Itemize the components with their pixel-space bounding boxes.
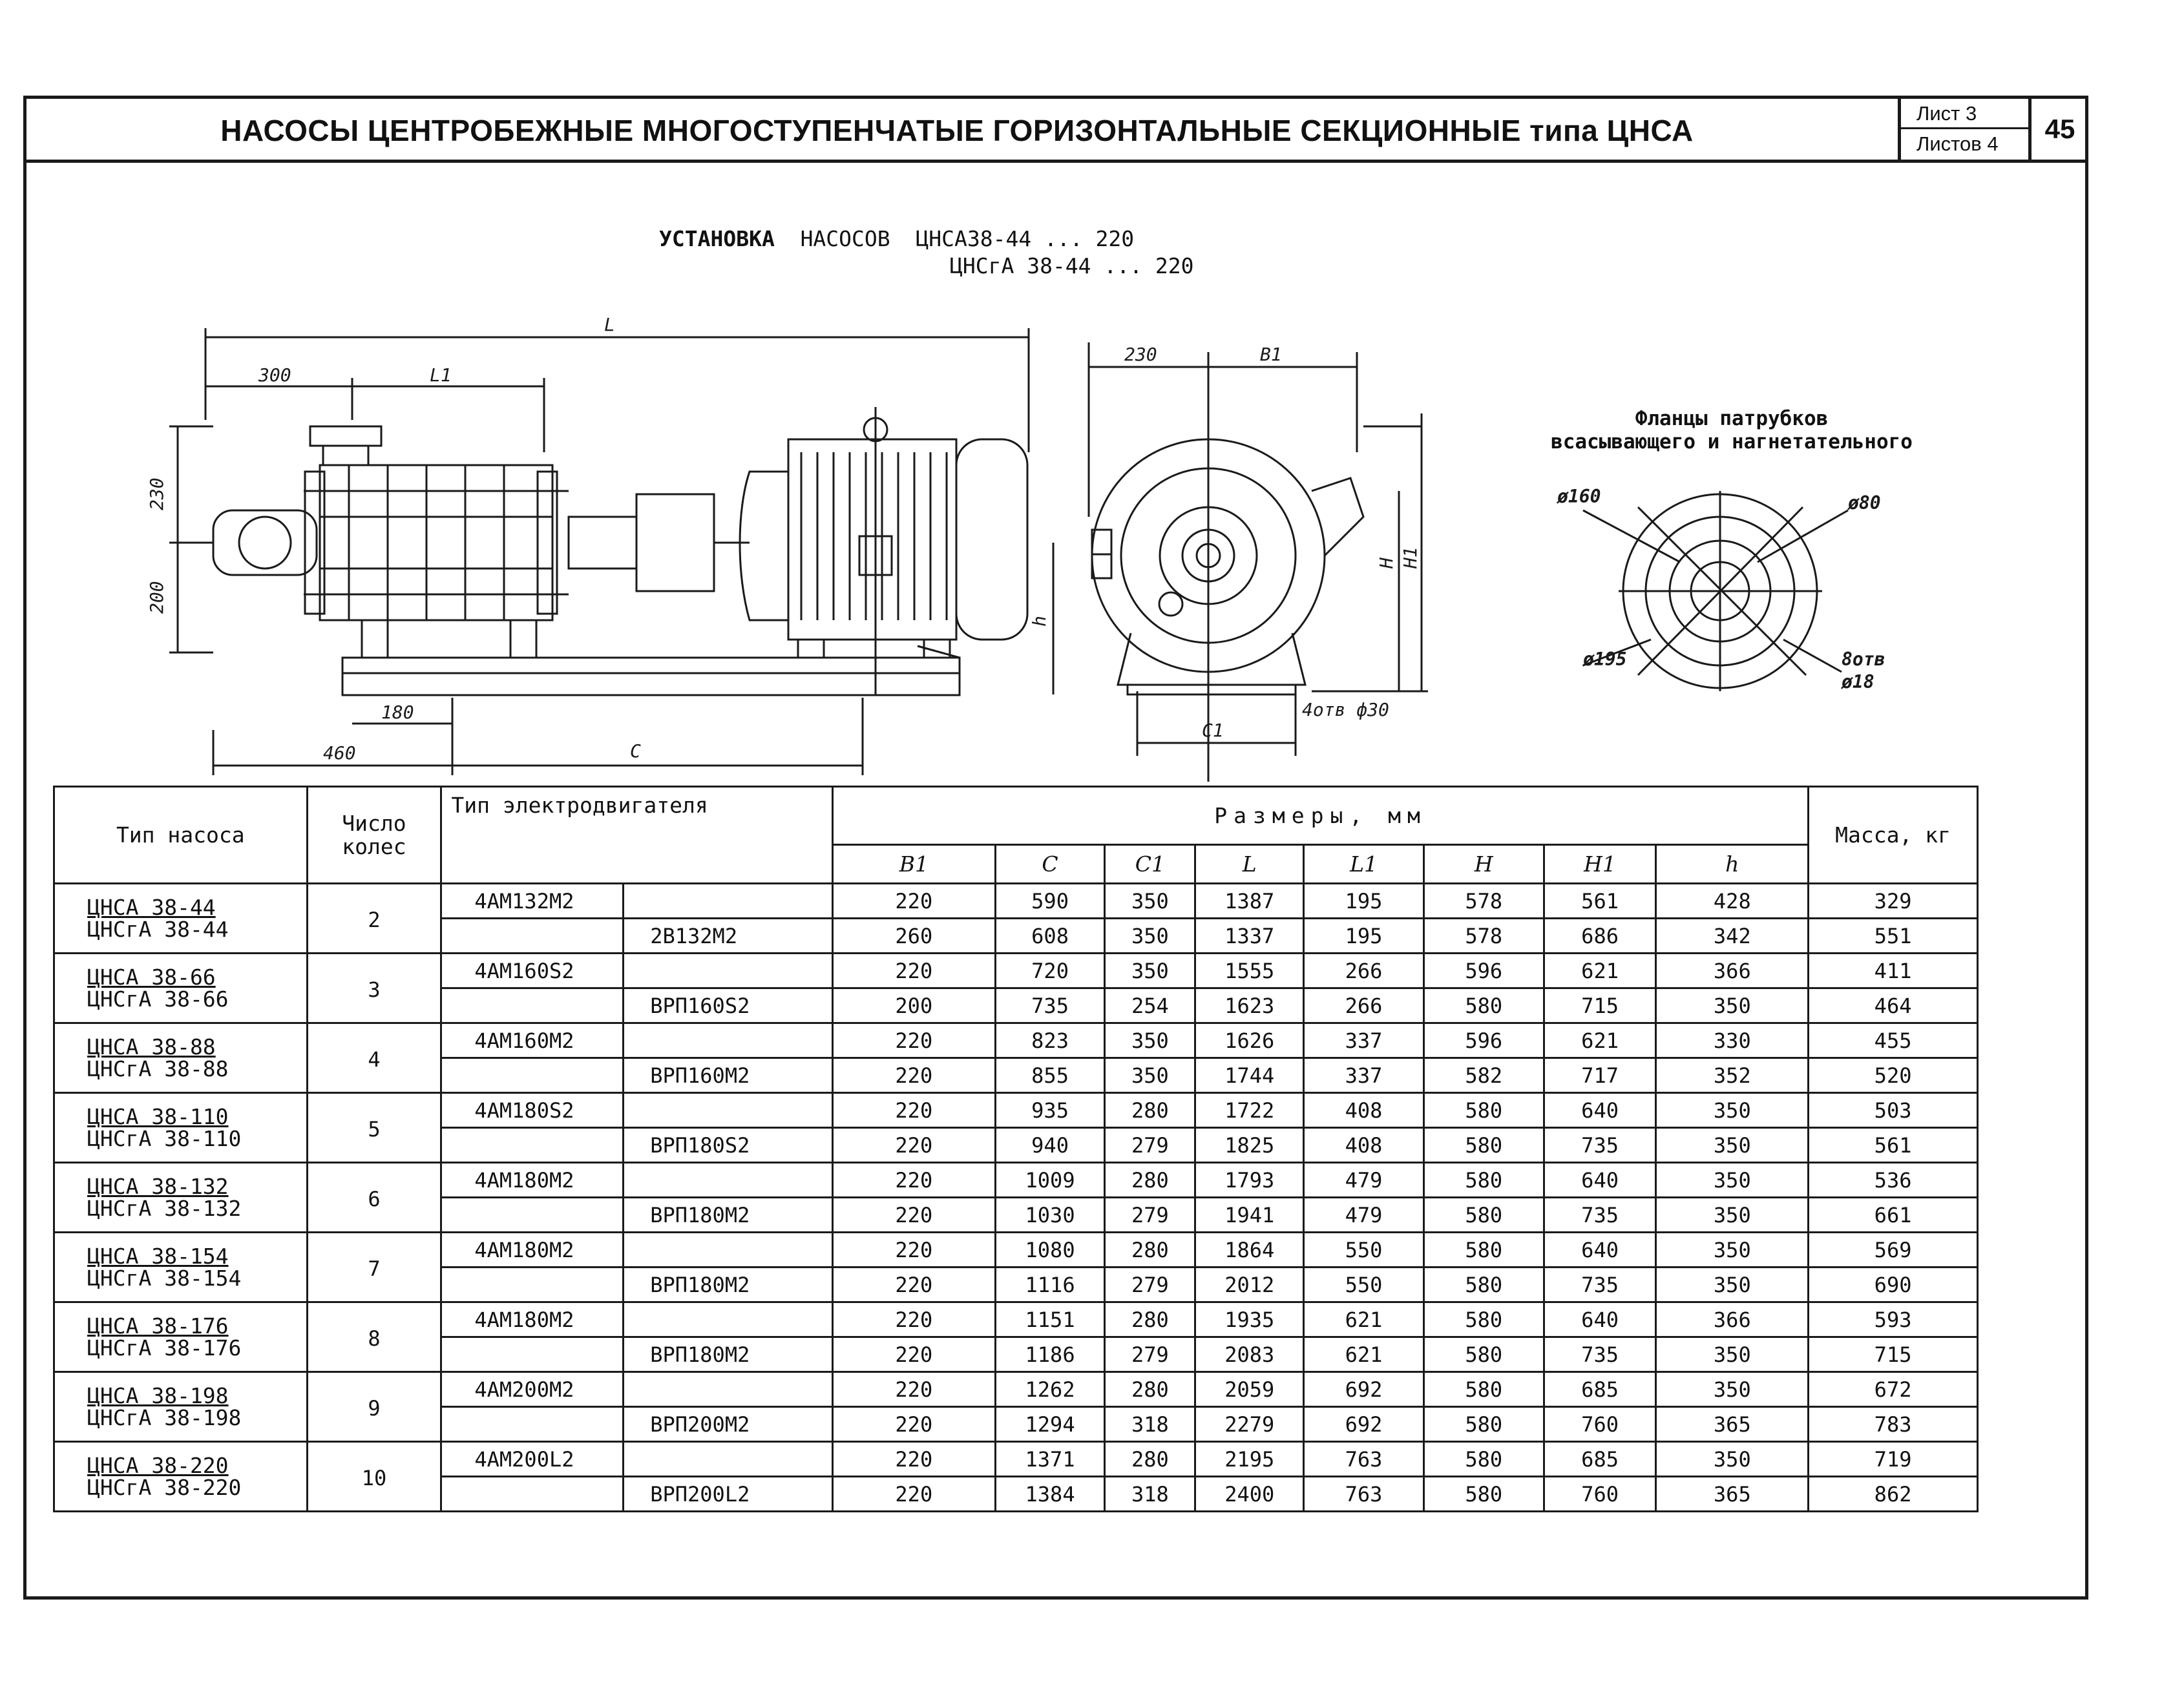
dimension-cell: 366: [1656, 1302, 1809, 1337]
dimension-cell: 337: [1304, 1058, 1424, 1093]
mass-cell: 329: [1809, 884, 1978, 919]
dimension-cell: 280: [1105, 1163, 1195, 1198]
dimension-cell: 735: [1544, 1198, 1656, 1233]
dimension-cell: 580: [1423, 1128, 1544, 1163]
dimension-cell: 1825: [1195, 1128, 1304, 1163]
dimension-cell: 550: [1304, 1233, 1424, 1268]
dimension-cell: 1793: [1195, 1163, 1304, 1198]
table-row: [54, 954, 1978, 988]
motor-cell: 4АМ180S2: [441, 1093, 624, 1128]
pump-type-cell: [54, 1442, 308, 1512]
pump-type-alt: ЦНСгА 38-220: [87, 1474, 242, 1500]
motor-cell: 4АМ132М2: [441, 884, 624, 919]
dimension-cell: 692: [1304, 1372, 1424, 1407]
dimension-cell: 685: [1544, 1442, 1656, 1477]
dimension-cell: 580: [1423, 1372, 1544, 1407]
dimension-cell: 640: [1544, 1302, 1656, 1337]
motor-alt-cell: ВРП180S2: [624, 1128, 833, 1163]
dimension-cell: 220: [832, 1372, 995, 1407]
wheels-cell: 8: [307, 1302, 441, 1372]
dimension-cell: 1941: [1195, 1198, 1304, 1233]
dimension-cell: 220: [832, 1268, 995, 1302]
dimension-cell: 1555: [1195, 954, 1304, 988]
col-L1: L1: [1304, 845, 1424, 884]
dimension-cell: 279: [1105, 1198, 1195, 1233]
motor-alt-cell: [624, 954, 833, 988]
dimension-cell: 590: [995, 884, 1105, 919]
table-row: [54, 1302, 1978, 1337]
dimension-cell: 220: [832, 1337, 995, 1372]
dimension-cell: 1387: [1195, 884, 1304, 919]
dimension-cell: 220: [832, 884, 995, 919]
dimension-cell: 686: [1544, 919, 1656, 954]
dimension-cell: 365: [1656, 1407, 1809, 1442]
mass-cell: 561: [1809, 1128, 1978, 1163]
dimension-cell: 621: [1304, 1302, 1424, 1337]
dimension-cell: 580: [1423, 1407, 1544, 1442]
dimension-cell: 717: [1544, 1058, 1656, 1093]
motor-alt-cell: ВРП180М2: [624, 1268, 833, 1302]
wheels-cell: 7: [307, 1233, 441, 1302]
dimension-cell: 220: [832, 1023, 995, 1058]
drawing-title-label: УСТАНОВКА: [659, 226, 775, 251]
dimension-cell: 1262: [995, 1372, 1105, 1407]
page-number: 45: [2028, 99, 2088, 160]
sheet-title: НАСОСЫ ЦЕНТРОБЕЖНЫЕ МНОГОСТУПЕНЧАТЫЕ ГОРИЗОНТАЛЬНЫЕ СЕКЦИОННЫЕ типа ЦНСА: [220, 114, 1694, 147]
dimension-cell: 2195: [1195, 1442, 1304, 1477]
motor-alt-cell: ВРП180М2: [624, 1337, 833, 1372]
table-row: [54, 1442, 1978, 1477]
dimension-cell: 1116: [995, 1268, 1105, 1302]
header-motor: Тип электродвигателя: [441, 787, 833, 884]
flange-holes-count: 8отв: [1842, 649, 1885, 670]
pump-type-cell: [54, 1163, 308, 1233]
dimension-cell: 350: [1656, 1163, 1809, 1198]
mass-cell: 715: [1809, 1337, 1978, 1372]
dim-180: 180: [381, 702, 414, 723]
dimension-cell: 692: [1304, 1407, 1424, 1442]
dim-h: h: [1029, 616, 1050, 627]
drawing-title-word: НАСОСОВ: [800, 226, 890, 251]
motor-cell: [441, 1268, 624, 1302]
motor-alt-cell: [624, 1023, 833, 1058]
header-wheels: Число колес: [307, 787, 441, 884]
mass-cell: 536: [1809, 1163, 1978, 1198]
motor-cell: [441, 1407, 624, 1442]
dim-460: 460: [323, 742, 356, 764]
mass-cell: 862: [1809, 1477, 1978, 1512]
pump-type-main: ЦНСА 38-176: [87, 1313, 229, 1339]
dimension-cell: 220: [832, 1093, 995, 1128]
dimension-cell: 337: [1304, 1023, 1424, 1058]
dimension-cell: 578: [1423, 884, 1544, 919]
wheels-cell: 4: [307, 1023, 441, 1093]
dimension-cell: 1186: [995, 1337, 1105, 1372]
pump-type-cell: [54, 884, 308, 954]
col-h: h: [1656, 845, 1809, 884]
dimension-cell: 596: [1423, 1023, 1544, 1058]
mass-cell: 551: [1809, 919, 1978, 954]
col-L: L: [1195, 845, 1304, 884]
dimension-cell: 220: [832, 1477, 995, 1512]
dimension-cell: 260: [832, 919, 995, 954]
sheets-total: Листов 4: [1916, 132, 1999, 155]
dim-C1: C1: [1202, 720, 1224, 741]
dimension-cell: 342: [1656, 919, 1809, 954]
dimension-cell: 350: [1105, 884, 1195, 919]
dimension-cell: 220: [832, 1058, 995, 1093]
pump-type-cell: [54, 1302, 308, 1372]
dimension-cell: 580: [1423, 1477, 1544, 1512]
dimension-cell: 280: [1105, 1442, 1195, 1477]
dimension-cell: 350: [1656, 1268, 1809, 1302]
dimension-cell: 280: [1105, 1093, 1195, 1128]
motor-cell: [441, 1128, 624, 1163]
table-row: [54, 1233, 1978, 1268]
mass-cell: 520: [1809, 1058, 1978, 1093]
dimension-cell: 621: [1544, 954, 1656, 988]
dimension-cell: 350: [1105, 1058, 1195, 1093]
motor-cell: 4АМ200М2: [441, 1372, 624, 1407]
dimension-cell: 350: [1105, 954, 1195, 988]
dimension-cell: 596: [1423, 954, 1544, 988]
col-B1: B1: [832, 845, 995, 884]
pump-type-alt: ЦНСгА 38-132: [87, 1195, 242, 1221]
dim-230: 230: [1124, 344, 1157, 365]
dimension-cell: 350: [1656, 1093, 1809, 1128]
motor-alt-cell: 2В132М2: [624, 919, 833, 954]
dimension-cell: 220: [832, 1407, 995, 1442]
dimension-cell: 1371: [995, 1442, 1105, 1477]
dimension-cell: 2059: [1195, 1372, 1304, 1407]
dimension-cell: 823: [995, 1023, 1105, 1058]
flange-caption-line1: Фланцы патрубков: [1635, 407, 1829, 430]
dimension-cell: 580: [1423, 1198, 1544, 1233]
wheels-cell: 9: [307, 1372, 441, 1442]
dimension-cell: 479: [1304, 1163, 1424, 1198]
flange-d195: ø195: [1583, 649, 1627, 670]
motor-alt-cell: ВРП180М2: [624, 1198, 833, 1233]
dimension-cell: 350: [1656, 1442, 1809, 1477]
dimension-cell: 621: [1544, 1023, 1656, 1058]
pump-type-main: ЦНСА 38-110: [87, 1103, 229, 1129]
dimension-cell: 760: [1544, 1407, 1656, 1442]
pump-type-main: ЦНСА 38-88: [87, 1034, 216, 1059]
col-H: H: [1423, 845, 1544, 884]
col-C: C: [995, 845, 1105, 884]
dimension-cell: 266: [1304, 954, 1424, 988]
col-H1: H1: [1544, 845, 1656, 884]
pump-type-alt: ЦНСгА 38-66: [87, 986, 229, 1012]
motor-alt-cell: [624, 1163, 833, 1198]
dimension-cell: 1864: [1195, 1233, 1304, 1268]
pump-type-alt: ЦНСгА 38-176: [87, 1335, 242, 1361]
dimension-cell: 2279: [1195, 1407, 1304, 1442]
motor-cell: 4АМ160М2: [441, 1023, 624, 1058]
motor-cell: 4АМ180М2: [441, 1302, 624, 1337]
dimension-cell: 715: [1544, 988, 1656, 1023]
motor-cell: [441, 919, 624, 954]
dimension-cell: 640: [1544, 1093, 1656, 1128]
pump-type-alt: ЦНСгА 38-110: [87, 1125, 242, 1151]
dim-H1: H1: [1400, 547, 1421, 569]
dimension-cell: 940: [995, 1128, 1105, 1163]
dimension-cell: 350: [1105, 1023, 1195, 1058]
dim-B1: B1: [1260, 344, 1282, 365]
motor-cell: 4АМ160S2: [441, 954, 624, 988]
dimension-cell: 220: [832, 1302, 995, 1337]
dimension-cell: 2400: [1195, 1477, 1304, 1512]
dimension-cell: 352: [1656, 1058, 1809, 1093]
dimension-cell: 640: [1544, 1233, 1656, 1268]
pump-type-cell: [54, 1023, 308, 1093]
table-row: [54, 1372, 1978, 1407]
dimension-cell: 350: [1105, 919, 1195, 954]
dimension-cell: 266: [1304, 988, 1424, 1023]
mass-cell: 783: [1809, 1407, 1978, 1442]
dim-300: 300: [258, 364, 291, 386]
dimension-cell: 279: [1105, 1337, 1195, 1372]
dimension-cell: 318: [1105, 1477, 1195, 1512]
dimension-cell: 2012: [1195, 1268, 1304, 1302]
motor-cell: [441, 1058, 624, 1093]
dimension-cell: 1623: [1195, 988, 1304, 1023]
dimension-cell: 1151: [995, 1302, 1105, 1337]
dimension-cell: 428: [1656, 884, 1809, 919]
dimension-cell: 280: [1105, 1302, 1195, 1337]
dim-holes: 4отв ф30: [1302, 699, 1389, 720]
mass-cell: 690: [1809, 1268, 1978, 1302]
header-mass: Масса, кг: [1809, 787, 1978, 884]
dimension-cell: 763: [1304, 1477, 1424, 1512]
mass-cell: 672: [1809, 1372, 1978, 1407]
dimension-cell: 280: [1105, 1233, 1195, 1268]
dimension-cell: 578: [1423, 919, 1544, 954]
dimension-cell: 580: [1423, 1442, 1544, 1477]
mass-cell: 464: [1809, 988, 1978, 1023]
flange-caption: [1512, 407, 1951, 454]
pump-type-main: ЦНСА 38-132: [87, 1173, 229, 1199]
table-row: [54, 1163, 1978, 1198]
dimension-cell: 621: [1304, 1337, 1424, 1372]
table-row: [54, 1023, 1978, 1058]
motor-alt-cell: [624, 1233, 833, 1268]
motor-alt-cell: ВРП200L2: [624, 1477, 833, 1512]
wheels-cell: 10: [307, 1442, 441, 1512]
dimension-cell: 760: [1544, 1477, 1656, 1512]
dim-230-vertical: 230: [146, 477, 167, 510]
motor-cell: [441, 1477, 624, 1512]
flange-d80: ø80: [1848, 492, 1881, 514]
dimension-cell: 318: [1105, 1407, 1195, 1442]
dimension-cell: 220: [832, 1442, 995, 1477]
pump-type-main: ЦНСА 38-198: [87, 1382, 229, 1408]
dimension-cell: 1626: [1195, 1023, 1304, 1058]
dimension-cell: 220: [832, 1163, 995, 1198]
pump-type-main: ЦНСА 38-44: [87, 894, 216, 920]
dimension-cell: 366: [1656, 954, 1809, 988]
dimension-cell: 350: [1656, 1128, 1809, 1163]
motor-cell: [441, 988, 624, 1023]
header-dimensions: Размеры, мм: [832, 787, 1808, 845]
pump-type-cell: [54, 954, 308, 1023]
mass-cell: 719: [1809, 1442, 1978, 1477]
pump-type-main: ЦНСА 38-66: [87, 964, 216, 990]
dimension-cell: 350: [1656, 988, 1809, 1023]
drawing-title-line2: ЦНСгА 38-44 ... 220: [950, 253, 1194, 278]
dim-L1: L1: [430, 364, 452, 386]
header-pump-type: Тип насоса: [54, 787, 308, 884]
dimension-cell: 582: [1423, 1058, 1544, 1093]
sheet-number: Лист 3: [1901, 99, 2028, 129]
dimension-cell: 608: [995, 919, 1105, 954]
mass-cell: 593: [1809, 1302, 1978, 1337]
motor-cell: [441, 1198, 624, 1233]
spec-table-body: [54, 884, 1978, 1512]
motor-alt-cell: [624, 1442, 833, 1477]
dimension-cell: 935: [995, 1093, 1105, 1128]
drawing-title-line1: ЦНСА38-44 ... 220: [916, 226, 1135, 251]
pump-type-main: ЦНСА 38-154: [87, 1243, 229, 1269]
dimension-cell: 580: [1423, 1302, 1544, 1337]
table-row: [54, 1093, 1978, 1128]
mass-cell: 411: [1809, 954, 1978, 988]
motor-alt-cell: ВРП160S2: [624, 988, 833, 1023]
motor-cell: 4АМ180М2: [441, 1163, 624, 1198]
wheels-cell: 6: [307, 1163, 441, 1233]
dimension-cell: 220: [832, 1128, 995, 1163]
dimension-cell: 350: [1656, 1337, 1809, 1372]
dimension-cell: 580: [1423, 988, 1544, 1023]
col-C1: C1: [1105, 845, 1195, 884]
dimension-cell: 220: [832, 1198, 995, 1233]
motor-alt-cell: [624, 1302, 833, 1337]
dimension-cell: 365: [1656, 1477, 1809, 1512]
dimension-cell: 330: [1656, 1023, 1809, 1058]
wheels-cell: 2: [307, 884, 441, 954]
pump-type-alt: ЦНСгА 38-88: [87, 1056, 229, 1081]
wheels-cell: 5: [307, 1093, 441, 1163]
dimension-cell: 280: [1105, 1372, 1195, 1407]
dim-C: C: [630, 740, 641, 762]
dimension-cell: 685: [1544, 1372, 1656, 1407]
mass-cell: 661: [1809, 1198, 1978, 1233]
flange-caption-line2: всасывающего и нагнетательного: [1551, 430, 1913, 454]
pump-type-alt: ЦНСгА 38-198: [87, 1404, 242, 1430]
dim-L: L: [604, 314, 615, 335]
flange-holes-dia: ø18: [1842, 671, 1874, 693]
dimension-cell: 720: [995, 954, 1105, 988]
flange-d160: ø160: [1557, 486, 1601, 507]
dimension-cell: 735: [1544, 1268, 1656, 1302]
dimension-cell: 550: [1304, 1268, 1424, 1302]
dimension-cell: 561: [1544, 884, 1656, 919]
dimension-cell: 735: [995, 988, 1105, 1023]
dimension-cell: 640: [1544, 1163, 1656, 1198]
dimension-cell: 195: [1304, 919, 1424, 954]
dimension-cell: 1009: [995, 1163, 1105, 1198]
dimension-cell: 580: [1423, 1268, 1544, 1302]
pump-assembly-drawing: [0, 0, 2184, 782]
dimension-cell: 735: [1544, 1128, 1656, 1163]
table-row: [54, 884, 1978, 919]
dimension-cell: 735: [1544, 1337, 1656, 1372]
motor-cell: 4АМ200L2: [441, 1442, 624, 1477]
dimension-cell: 1722: [1195, 1093, 1304, 1128]
dimension-cell: 200: [832, 988, 995, 1023]
dimension-cell: 350: [1656, 1233, 1809, 1268]
dimension-cell: 254: [1105, 988, 1195, 1023]
pump-type-cell: [54, 1372, 308, 1442]
dimension-cell: 580: [1423, 1337, 1544, 1372]
dimension-cell: 1384: [995, 1477, 1105, 1512]
dimension-cell: 1744: [1195, 1058, 1304, 1093]
dimension-cell: 1030: [995, 1198, 1105, 1233]
dim-200-vertical: 200: [146, 581, 167, 614]
pump-type-cell: [54, 1093, 308, 1163]
dimension-cell: 1935: [1195, 1302, 1304, 1337]
dimension-cell: 1294: [995, 1407, 1105, 1442]
pump-type-main: ЦНСА 38-220: [87, 1452, 229, 1478]
dimension-cell: 279: [1105, 1128, 1195, 1163]
dimension-cell: 350: [1656, 1198, 1809, 1233]
dimension-cell: 408: [1304, 1128, 1424, 1163]
dimension-cell: 2083: [1195, 1337, 1304, 1372]
dim-H: H: [1376, 558, 1397, 569]
dimension-cell: 479: [1304, 1198, 1424, 1233]
motor-cell: 4АМ180М2: [441, 1233, 624, 1268]
mass-cell: 455: [1809, 1023, 1978, 1058]
spec-table: [53, 786, 1979, 1512]
dimension-cell: 220: [832, 1233, 995, 1268]
dimension-cell: 1080: [995, 1233, 1105, 1268]
mass-cell: 569: [1809, 1233, 1978, 1268]
dimension-cell: 220: [832, 954, 995, 988]
motor-alt-cell: ВРП160М2: [624, 1058, 833, 1093]
pump-type-alt: ЦНСгА 38-154: [87, 1265, 242, 1291]
motor-alt-cell: [624, 1093, 833, 1128]
motor-alt-cell: ВРП200М2: [624, 1407, 833, 1442]
motor-cell: [441, 1337, 624, 1372]
wheels-cell: 3: [307, 954, 441, 1023]
dimension-cell: 195: [1304, 884, 1424, 919]
dimension-cell: 580: [1423, 1163, 1544, 1198]
dimension-cell: 350: [1656, 1372, 1809, 1407]
dimension-cell: 763: [1304, 1442, 1424, 1477]
pump-type-cell: [54, 1233, 308, 1302]
dimension-cell: 279: [1105, 1268, 1195, 1302]
dimension-cell: 580: [1423, 1093, 1544, 1128]
motor-alt-cell: [624, 1372, 833, 1407]
dimension-cell: 1337: [1195, 919, 1304, 954]
dimension-cell: 855: [995, 1058, 1105, 1093]
pump-type-alt: ЦНСгА 38-44: [87, 916, 229, 942]
dimension-cell: 408: [1304, 1093, 1424, 1128]
dimension-cell: 580: [1423, 1233, 1544, 1268]
motor-alt-cell: [624, 884, 833, 919]
mass-cell: 503: [1809, 1093, 1978, 1128]
